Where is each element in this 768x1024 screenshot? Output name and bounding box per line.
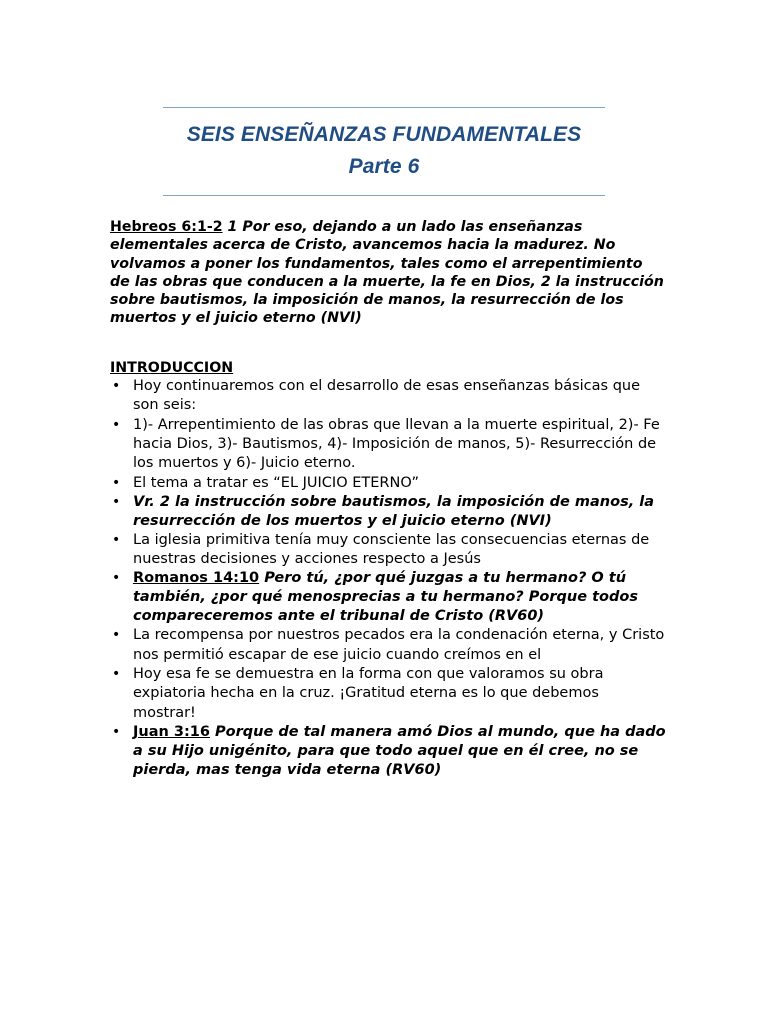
list-item-text: El tema a tratar es “EL JUICIO ETERNO” (133, 474, 419, 491)
verse-text: 1 Por eso, dejando a un lado las enseñanzas elementales acerca de Cristo, avancemos hacia la madurez. No volvamos a poner los fundamentos, tales como el arrepentimiento de las obras que conducen a la muerte, la fe en Dios, 2 la instrucción sobre bautismos, la imposición de manos, la resurrección de los muertos y el juicio eterno (NVI) (110, 219, 664, 327)
list-item (110, 626, 666, 665)
document-body (110, 218, 666, 780)
bullet-icon: • (112, 666, 121, 683)
list-item-text: Porque de tal manera amó Dios al mundo, que ha dado a su Hijo unigénito, para que todo aquel que en él cree, no se pierda, mas tenga vida eterna (RV60) (133, 723, 666, 778)
section-heading: INTRODUCCION (110, 359, 234, 376)
list-item-text: Pero tú, ¿por qué juzgas a tu hermano? O tú también, ¿por qué menosprecias a tu hermano? Porque todos compareceremos ante el tribunal de Cristo (RV60) (133, 570, 638, 625)
list-item (110, 416, 666, 474)
list-item (110, 377, 666, 416)
list-item (110, 493, 666, 531)
bullet-icon: • (112, 378, 121, 395)
bullet-icon: • (112, 474, 121, 491)
list-item-text: Hoy continuaremos con el desarrollo de esas enseñanzas básicas que son seis: (133, 378, 641, 414)
list-item (110, 474, 666, 493)
list-item-text: 1)- Arrepentimiento de las obras que llevan a la muerte espiritual, 2)- Fe hacia Dios, 3)- Bautismos, 4)- Imposición de manos, 5)- Resurrección de los muertos y 6)- Juicio eterno. (133, 416, 660, 472)
document-title: SEIS ENSEÑANZAS FUNDAMENTALES (186, 123, 582, 146)
list-item (110, 665, 666, 723)
top-divider (163, 107, 605, 108)
verse-reference: Hebreos 6:1-2 (110, 219, 223, 235)
list-item (110, 569, 666, 626)
list-item-text: Vr. 2 la instrucción sobre bautismos, la imposición de manos, la resurrección de los muertos y el juicio eterno (NVI) (133, 493, 655, 529)
bottom-divider (163, 195, 605, 196)
bullet-list (110, 377, 666, 780)
bullet-icon: • (112, 723, 121, 740)
bullet-icon: • (112, 416, 121, 433)
bullet-icon: • (112, 570, 121, 587)
list-item-text: Hoy esa fe se demuestra en la forma con que valoramos su obra expiatoria hecha en la cruz. ¡Gratitud eterna es lo que debemos mostrar! (133, 666, 604, 721)
bullet-icon: • (112, 493, 121, 510)
list-item (110, 531, 666, 570)
list-item-text: La recompensa por nuestros pecados era la condenación eterna, y Cristo nos permitió escapar de ese juicio cuando creímos en el (133, 627, 665, 663)
list-item (110, 723, 666, 780)
verse-reference: Juan 3:16 (133, 723, 210, 740)
bullet-icon: • (112, 531, 121, 548)
key-verse (110, 218, 666, 328)
list-item-text: La iglesia primitiva tenía muy consciente las consecuencias eternas de nuestras decisiones y acciones respecto a Jesús (133, 531, 650, 568)
document-subtitle: Parte 6 (348, 155, 420, 178)
verse-reference: Romanos 14:10 (133, 570, 260, 587)
bullet-icon: • (112, 627, 121, 644)
